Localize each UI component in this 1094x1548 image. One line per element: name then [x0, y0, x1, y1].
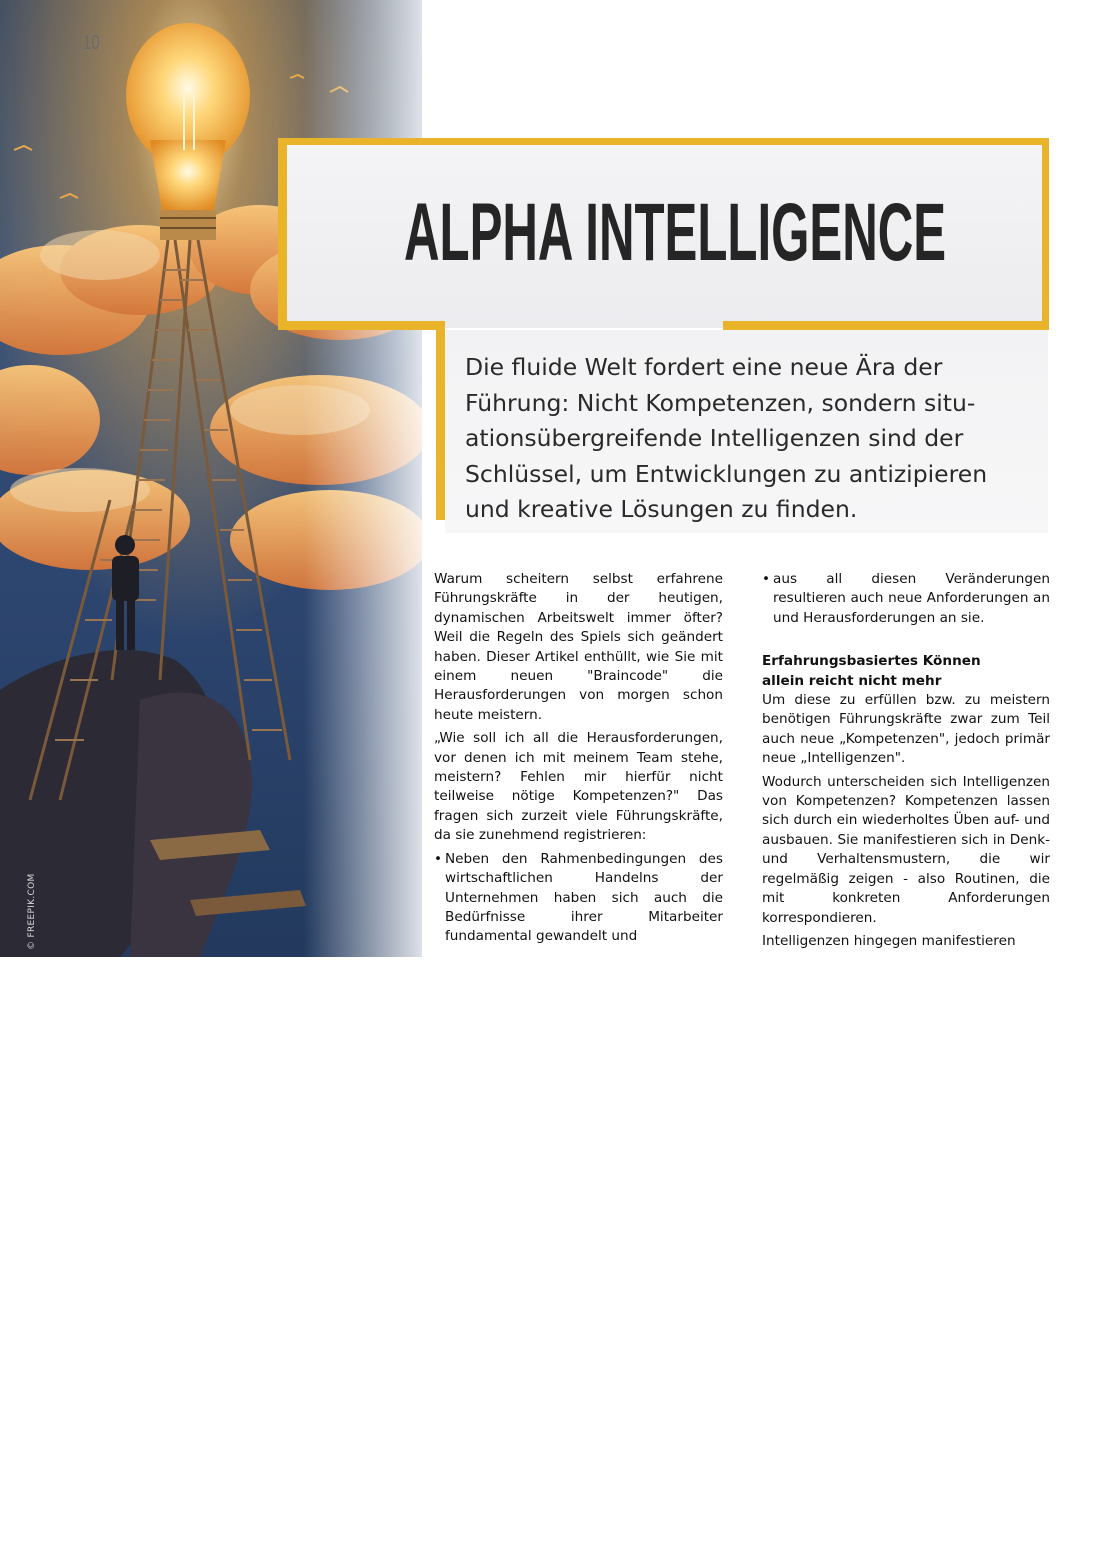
body-paragraph: Um diese zu erfüllen bzw. zu meistern benötigen Führungskräfte zwar zum Teil auch neue „Kompetenzen", jedoch primär neue „Intelligenzen".: [762, 692, 1050, 767]
image-credit: © FREEPIK.COM: [27, 873, 37, 950]
accent-frame-bottom-right: [723, 321, 1049, 330]
bullet-item: • Neben den Rahmenbedingungen des wirtschaftlichen Handelns der Unternehmen haben sich auch die Bedürfnisse ihrer Mitarbeiter fundamental gewandelt und: [434, 850, 723, 947]
bullet-list: [762, 570, 1050, 628]
accent-frame-right: [1042, 138, 1049, 330]
intro-line: Die fluide Welt fordert eine neue Ära der: [465, 353, 943, 381]
accent-frame-vertical: [436, 321, 445, 520]
accent-frame-bottom-left: [278, 321, 444, 330]
accent-frame-top: [278, 138, 1049, 145]
accent-frame-left: [278, 138, 287, 330]
intro-line: Schlüssel, um Entwicklungen zu antizipieren: [465, 459, 988, 488]
section-heading-line: allein reicht nicht mehr: [762, 672, 942, 689]
bullet-list: [434, 850, 723, 947]
body-paragraph: „Wie soll ich all die Herausforderungen, vor denen ich mit meinem Team stehe, meistern? Fehlen mir hierfür nicht teilweise nötige Kompetenzen?" Das fragen sich zurzeit viele Führungskräfte, da sie zunehmend registrieren:: [434, 730, 723, 844]
bullet-item: • aus all diesen Veränderungen resultieren auch neue Anforderungen an und Herausforderungen an sie.: [762, 570, 1050, 628]
intro-line: ationsübergreifende Intelligenzen sind der: [465, 424, 964, 452]
article-title: ALPHA INTELLIGENCE: [404, 187, 947, 278]
section-heading: [762, 652, 1050, 691]
body-paragraph: Warum scheitern selbst erfahrene Führungskräfte in der heutigen, dynamischen Arbeitswelt immer öfter? Weil die Regeln des Spiels sich geändert haben. Dieser Artikel enthüllt, wie Sie mit einem neuen "Braincode" die Herausforderungen von morgen schon heute meistern.: [434, 571, 723, 723]
section-heading-line: Erfahrungsbasiertes Können: [762, 653, 981, 670]
body-paragraph: Wodurch unterscheiden sich Intelligenzen von Kompetenzen? Kompetenzen lassen sich durch ein wiederholtes Üben auf- und ausbauen. Sie manifestieren sich in Denk- und Verhaltensmustern, die wir regelmäßig zeigen - also Routinen, die mit konkreten Anforderungen korrespondieren.: [762, 773, 1050, 926]
page-number: 10: [83, 32, 100, 54]
intro-line: Führung: Nicht Kompetenzen, sondern situ-: [465, 388, 976, 417]
intro-line: und kreative Lösungen zu finden.: [465, 495, 858, 523]
body-column-left: [434, 570, 723, 947]
body-column-right: [762, 570, 1050, 955]
intro-lead: [465, 350, 1040, 528]
body-paragraph: Intelligenzen hingegen manifestieren: [762, 932, 1016, 949]
